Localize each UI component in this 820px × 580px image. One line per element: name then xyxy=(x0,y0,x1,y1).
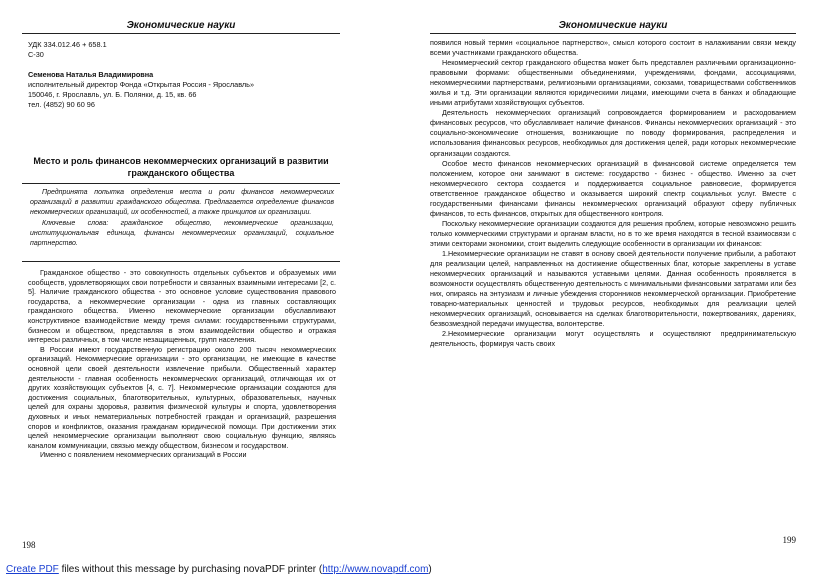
keywords: Ключевые слова: гражданское общество, некоммерческие организации, институциональная единица, финансы некоммерческих организаций, социальное партнерство. xyxy=(30,219,334,248)
article-title: Место и роль финансов некоммерческих организаций в развитии гражданского общества xyxy=(33,156,329,178)
body-text-right xyxy=(430,38,796,349)
paragraph: 2.Некоммерческие организации могут осуществлять и осуществляют предпринимательскую деятельность, формируя часть своих xyxy=(430,329,796,349)
abstract-text: Предпринята попытка определения места и роли финансов некоммерческих организаций в развитии гражданского общества. Предлагается определение финансов некоммерческих организаций, их особенностей, а также принципов их организации. xyxy=(30,189,334,217)
running-header-left: Экономические науки xyxy=(126,20,236,31)
footer-text: files without this message by purchasing novaPDF printer ( xyxy=(58,564,323,575)
classification-code: С-30 xyxy=(28,50,44,60)
udc-code: УДК 334.012.46 + 658.1 xyxy=(28,40,107,49)
paragraph: Некоммерческий сектор гражданского общества может быть представлен различными организационно-правовыми формами: общественными объединениями, учреждениями, фондами, ассоциациями, некоммерческими партнерствами, религиозными организациями, союзами, товариществами собственников жилья и т.д. Эти организации являются юридическими лицами, имеющими счета в банках и обладающие иными атрибутами хозяйствующих субъектов. xyxy=(430,58,796,108)
body-text-left xyxy=(28,268,336,460)
title-rule xyxy=(22,183,340,184)
page-number-right: 199 xyxy=(782,535,796,545)
create-pdf-link[interactable]: Create PDF xyxy=(6,564,59,575)
novapdf-footer-note xyxy=(6,564,432,575)
paragraph: Гражданское общество - это совокупность отдельных субъектов и образуемых ими сообществ, удовлетворяющих свои потребности и связанных взаимными интересами [2, с. 5]. Наличие гражданского общества - это основное условие существования правового государства, а некоммерческие организации - одна из главных составляющих гражданского общества. Именно некоммерческие организации обуславливают конструктивное взаимодействие между тремя силами: государственными структурами, бизнесом и обществом, представляя в этом взаимодействии общество и отражая интересы различных, в том числе незащищенных, групп населения. xyxy=(28,268,336,345)
author-affiliation: исполнительный директор Фонда «Открытая Россия - Ярославль» xyxy=(28,79,255,89)
paragraph: Именно с появлением некоммерческих организаций в России xyxy=(40,450,247,460)
author-address: 150046, г. Ярославль, ул. Б. Полянки, д. 15, кв. 66 xyxy=(28,90,197,100)
running-header-right: Экономические науки xyxy=(558,20,668,31)
header-rule-left xyxy=(22,33,340,34)
paragraph: 1.Некоммерческие организации не ставят в основу своей деятельности получение прибыли, а работают для реализации целей, направленных на достижение общественных благ, которые закреплены в уставе некоммерческих организаций и называются уставными целями. Данная особенность проявляется в возможности осуществлять общественную деятельность с минимальными финансовыми затратами или без них, опираясь на энтузиазм и личные убеждения сторонников некоммерческой организации. Приобретение товарно-материальных ценностей и трудовых ресурсов, необходимых для реализации целей некоммерческих организаций, основывается на сделках благотворительности, пожертвованиях, дарениях, безвозмездной передачи имущества, волонтерстве. xyxy=(430,248,796,329)
author-name: Семенова Наталья Владимировна xyxy=(28,69,154,79)
abstract-rule xyxy=(22,261,340,262)
paragraph: В России имеют государственную регистрацию около 200 тысяч некоммерческих организаций. Некоммерческие организации - это организации, не имеющие в качестве основной цели своей деятельности извлечение прибыли. Общественный характер деятельности - главная особенность некоммерческих организаций, отличающая их от других хозяйствующих субъектов [4, с. 7]. Некоммерческие организации создаются для достижения социальных, благотворительных, культурных, образовательных, научных целей для охраны здоровья, развития физической культуры и спорта, удовлетворения духовных и иных нематериальных потребностей граждан и организаций, разрешения споров и конфликтов, оказания гражданам юридической помощи. При достижении этих целей некоммерческие организации выполняют свою социальную функцию, являясь каналом коммуникации, связью между обществом, бизнесом и государством. xyxy=(28,344,336,450)
author-phone: тел. (4852) 90 60 96 xyxy=(28,100,95,110)
page-number-left: 198 xyxy=(22,540,36,550)
article-metadata xyxy=(28,40,340,111)
paragraph: Особое место финансов некоммерческих организаций в финансовой системе определяется тем положением, которое они занимают в системе: государство - бизнес - общество. Именно за счет некоммерческого сектора создается и поддерживается социальное равновесие, формируется ответственное гражданское общество и оказывается широкий спектр социальных услуг. Вместе с государственными финансами финансы некоммерческих организаций образуют сферу публичных финансов, то есть финансов, открытых для общественного контроля. xyxy=(430,158,796,218)
right-page xyxy=(430,0,796,555)
novapdf-url-link[interactable]: http://www.novapdf.com xyxy=(322,564,429,575)
abstract xyxy=(30,188,334,249)
header-rule-right xyxy=(430,33,796,34)
footer-suffix: ) xyxy=(428,564,432,575)
paragraph: Деятельность некоммерческих организаций сопровождается формированием и расходованием финансовых ресурсов, что обуславливает наличие финансов. Финансы некоммерческих организаций - это социально-экономические отношения, возникающие по поводу формирования, распределения и использования финансовых ресурсов, необходимых для достижения целей, ради которых некоммерческие организации создаются. xyxy=(430,108,796,158)
paragraph: появился новый термин «социальное партнерство», смысл которого состоит в налаживании связи между всеми участниками гражданского общества. xyxy=(430,38,796,58)
left-page xyxy=(22,0,340,555)
paragraph: Поскольку некоммерческие организации создаются для решения проблем, которые невозможно решить только коммерческими структурами и органам власти, но в то же время находятся в тесной взаимосвязи с этими секторами экономики, стоит выделить следующие особенности в организации их финансов: xyxy=(430,218,796,248)
